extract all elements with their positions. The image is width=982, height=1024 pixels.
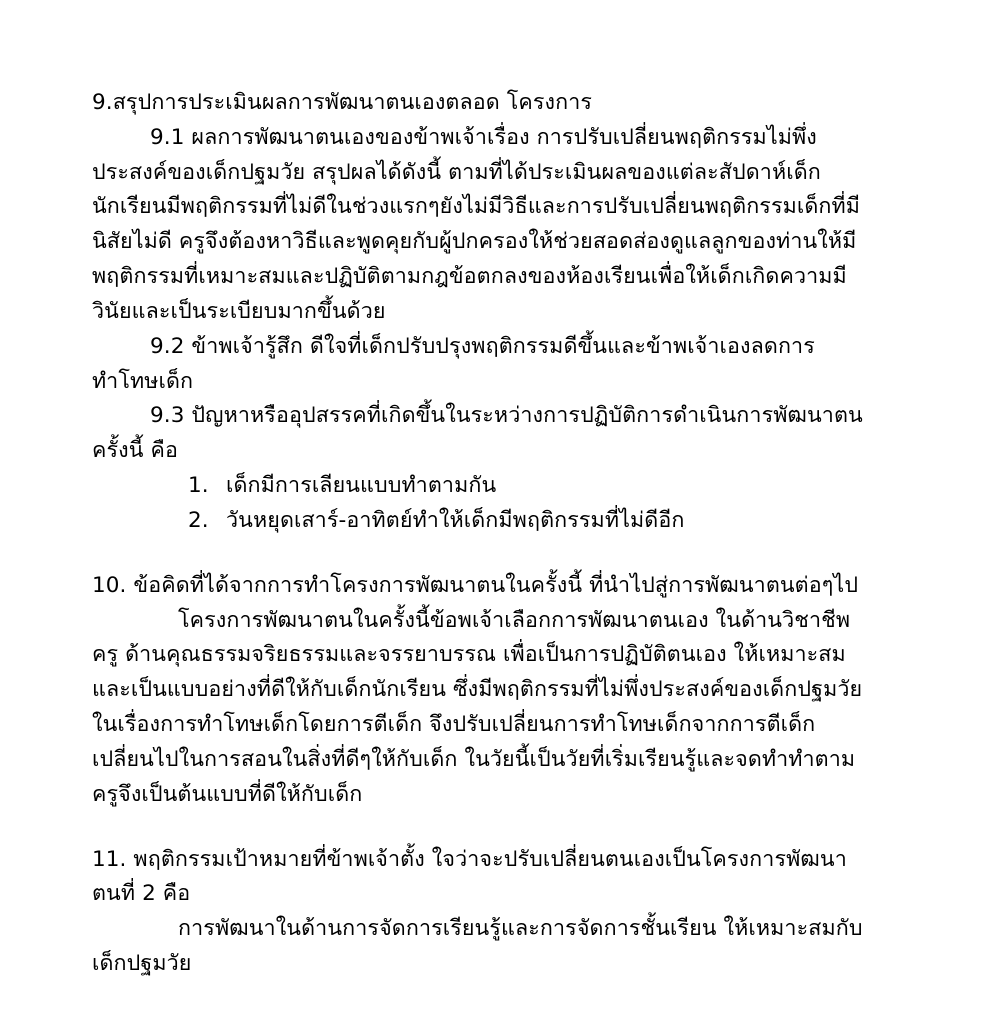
section-10-heading: 10. ข้อคิดที่ได้จากการทำโครงการพัฒนาตนในครั้งนี้ ที่นำไปสู่การพัฒนาตนต่อๆไป: [92, 572, 859, 598]
section-11-heading: 11. พฤติกรรมเป้าหมายที่ข้าพเจ้าตั้ง ใจว่าจะปรับเปลี่ยนตนเองเป็นโครงการพัฒนาตนที่ 2 คือ: [92, 846, 847, 907]
list-item: [188, 469, 872, 504]
list-item-label: เด็กมีการเลียนแบบทำตามกัน: [226, 473, 497, 499]
document-body: [92, 86, 872, 982]
list-item-number: 2.: [188, 507, 209, 533]
section-9-paragraph-2: 9.2 ข้าพเจ้ารู้สึก ดีใจที่เด็กปรับปรุงพฤติกรรมดีขึ้นและข้าพเจ้าเองลดการทำโทษเด็ก: [92, 333, 815, 394]
list-item: [188, 504, 872, 539]
list-item-label: วันหยุดเสาร์-อาทิตย์ทำให้เด็กมีพฤติกรรมที่ไม่ดีอีก: [226, 507, 685, 533]
section-spacer: [92, 813, 872, 843]
section-9-list: [92, 469, 872, 539]
section-spacer: [92, 539, 872, 569]
section-9-paragraph-3: 9.3 ปัญหาหรืออุปสรรคที่เกิดขึ้นในระหว่างการปฏิบัติการดำเนินการพัฒนาตนครั้งนี้ คือ: [92, 403, 863, 464]
section-11-paragraph-1: การพัฒนาในด้านการจัดการเรียนรู้และการจัดการชั้นเรียน ให้เหมาะสมกับเด็กปฐมวัย: [92, 916, 863, 977]
section-9-paragraph-1: 9.1 ผลการพัฒนาตนเองของข้าพเจ้าเรื่อง การปรับเปลี่ยนพฤติกรรมไม่พึ่งประสงค์ของเด็กปฐมวัย สรุปผลได้ดังนี้ ตามที่ได้ประเมินผลของแต่ละสัปดาห์เด็กนักเรียนมีพฤติกรรมที่ไม่ดีในช่วงแรกๆยังไม่มีวิธีและการปรับเปลี่ยนพฤติกรรมเด็กที่มีนิสัยไม่ดี ครูจึงต้องหาวิธีและพูดคุยกับผู้ปกครองให้ช่วยสอดส่องดูแลลูกของท่านให้มีพฤติกรรมที่เหมาะสมและปฏิบัติตามกฎข้อตกลงของห้องเรียนเพื่อให้เด็กเกิดความมีวินัยและเป็นระเบียบมากขึ้นด้วย: [92, 124, 861, 324]
section-9-heading: 9.สรุปการประเมินผลการพัฒนาตนเองตลอด โครงการ: [92, 90, 593, 115]
list-item-number: 1.: [188, 473, 209, 499]
section-10-paragraph-1: โครงการพัฒนาตนในครั้งนี้ข้อพเจ้าเลือกการพัฒนาตนเอง ในด้านวิชาชีพครู ด้านคุณธรรมจริยธรรมและจรรยาบรรณ เพื่อเป็นการปฏิบัติตนเอง ให้เหมาะสมและเป็นแบบอย่างที่ดีให้กับเด็กนักเรียน ซึ่งมีพฤติกรรมที่ไม่พึ่งประสงค์ของเด็กปฐมวัยในเรื่องการทำโทษเด็กโดยการตีเด็ก จึงปรับเปลี่ยนการทำโทษเด็กจากการตีเด็กเปลี่ยนไปในการสอนในสิ่งที่ดีๆให้กับเด็ก ในวัยนี้เป็นวัยที่เริ่มเรียนรู้และจดทำทำตามครูจึงเป็นต้นแบบที่ดีให้กับเด็ก: [92, 607, 863, 807]
